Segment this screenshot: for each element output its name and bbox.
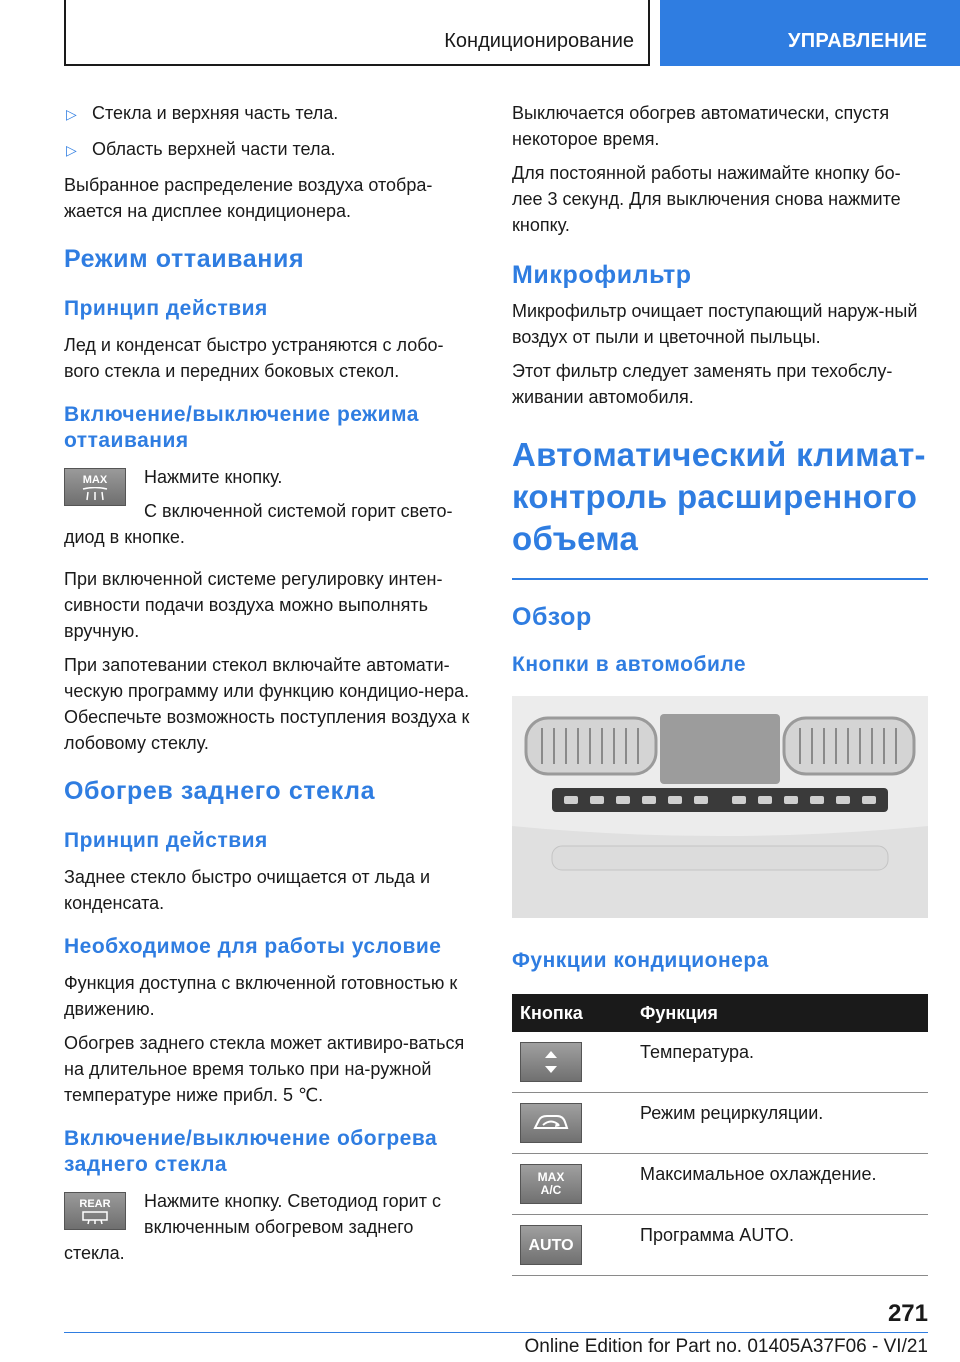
max-ac-icon: MAX A/C: [520, 1164, 582, 1204]
paragraph: Для постоянной работы нажимайте кнопку бо-лее 3 секунд. Для выключения снова нажмите кнопку.: [512, 163, 901, 235]
defrost-button-instruction: [64, 464, 474, 558]
column-header-button: Кнопка: [512, 994, 632, 1032]
heading-principle: Принцип действия: [64, 297, 268, 320]
functions-table: [512, 994, 928, 1276]
climate-panel-image: [512, 696, 928, 918]
climate-panel-photo: [512, 696, 928, 918]
paragraph: Нажмите кнопку. Светодиод горит с включенным обогревом заднего стекла.: [64, 1191, 441, 1263]
heading-rear-heating: Обогрев заднего стекла: [64, 777, 376, 805]
table-row: [512, 1215, 928, 1276]
table-row: [512, 1093, 928, 1154]
heading-buttons: Кнопки в автомобиле: [512, 653, 747, 676]
paragraph: Заднее стекло быстро очищается от льда и конденсата.: [64, 867, 431, 913]
left-column: [64, 100, 474, 1274]
edition-note: Online Edition for Part no. 01405A37F06 - VI/21: [524, 1336, 928, 1357]
paragraph: Выбранное распределение воздуха отобра-жается на дисплее кондиционера.: [64, 175, 433, 221]
function-label: Программа AUTO.: [632, 1215, 928, 1276]
heading-defrost-onoff: Включение/выключение режима оттаивания: [64, 403, 419, 452]
chapter-title: Кондиционирование: [444, 30, 634, 52]
rear-window-button-icon: REAR: [64, 1192, 126, 1230]
heading-principle: Принцип действия: [64, 829, 268, 852]
function-label: Максимальное охлаждение.: [632, 1154, 928, 1215]
heading-microfilter: Микрофильтр: [512, 261, 692, 289]
footer-rule: [64, 1332, 928, 1333]
paragraph: Лед и конденсат быстро устраняются с лобо-вого стекла и передних боковых стекол.: [64, 335, 444, 381]
auto-icon: AUTO: [520, 1225, 582, 1265]
triangle-bullet-icon: ▷: [66, 106, 77, 122]
paragraph: Нажмите кнопку.: [144, 467, 283, 487]
recirculation-icon: [520, 1103, 582, 1143]
paragraph: Выключается обогрев автоматически, спустя некоторое время.: [512, 103, 890, 149]
heading-functions: Функции кондиционера: [512, 949, 769, 972]
heading-condition: Необходимое для работы условие: [64, 935, 442, 958]
rear-button-instruction: [64, 1188, 474, 1274]
right-column: [512, 100, 928, 1276]
page-number: 271: [887, 1300, 928, 1327]
paragraph: Этот фильтр следует заменять при техобслу-живании автомобиля.: [512, 361, 893, 407]
section-tab-label: УПРАВЛЕНИЕ: [788, 30, 928, 52]
header-chapter-box: [64, 0, 650, 66]
column-header-function: Функция: [632, 994, 928, 1032]
table-row: [512, 1032, 928, 1093]
function-label: Температура.: [632, 1032, 928, 1093]
rear-heat-icon: [80, 1211, 110, 1225]
paragraph: Функция доступна с включенной готовностью к движению.: [64, 973, 458, 1019]
max-defrost-button-icon: MAX: [64, 468, 126, 506]
defrost-waves-icon: [80, 487, 110, 501]
function-label: Режим рециркуляции.: [632, 1093, 928, 1154]
temperature-arrows-icon: [520, 1042, 582, 1082]
heading-rule: [512, 578, 928, 580]
heading-overview: Обзор: [512, 603, 592, 631]
heading-rear-onoff: Включение/выключение обогрева заднего стекла: [64, 1127, 438, 1176]
paragraph: Микрофильтр очищает поступающий наруж-ный воздух от пыли и цветочной пыльцы.: [512, 301, 918, 347]
section-tab[interactable]: [660, 0, 960, 66]
list-item: ▷ Область верхней части тела.: [64, 136, 474, 162]
heading-climate-control: Автоматический климат-контроль расширенного объема: [512, 436, 926, 557]
list-item: ▷ Стекла и верхняя часть тела.: [64, 100, 474, 126]
paragraph: При запотевании стекол включайте автомати-ческую программу или функцию кондицио-нера. Обеспечьте возможность поступления воздуха к лобовому стеклу.: [64, 655, 470, 753]
paragraph: Обогрев заднего стекла может активиро-ваться на длительное время только при на-ружной температуре ниже прибл. 5 ℃.: [64, 1033, 465, 1105]
heading-defrost: Режим оттаивания: [64, 245, 305, 273]
paragraph: При включенной системе регулировку интен-сивности подачи воздуха можно выполнять вручную.: [64, 569, 443, 641]
table-header-row: [512, 994, 928, 1032]
triangle-bullet-icon: ▷: [66, 142, 77, 158]
table-row: [512, 1154, 928, 1215]
paragraph: С включенной системой горит свето-диод в кнопке.: [64, 501, 453, 547]
